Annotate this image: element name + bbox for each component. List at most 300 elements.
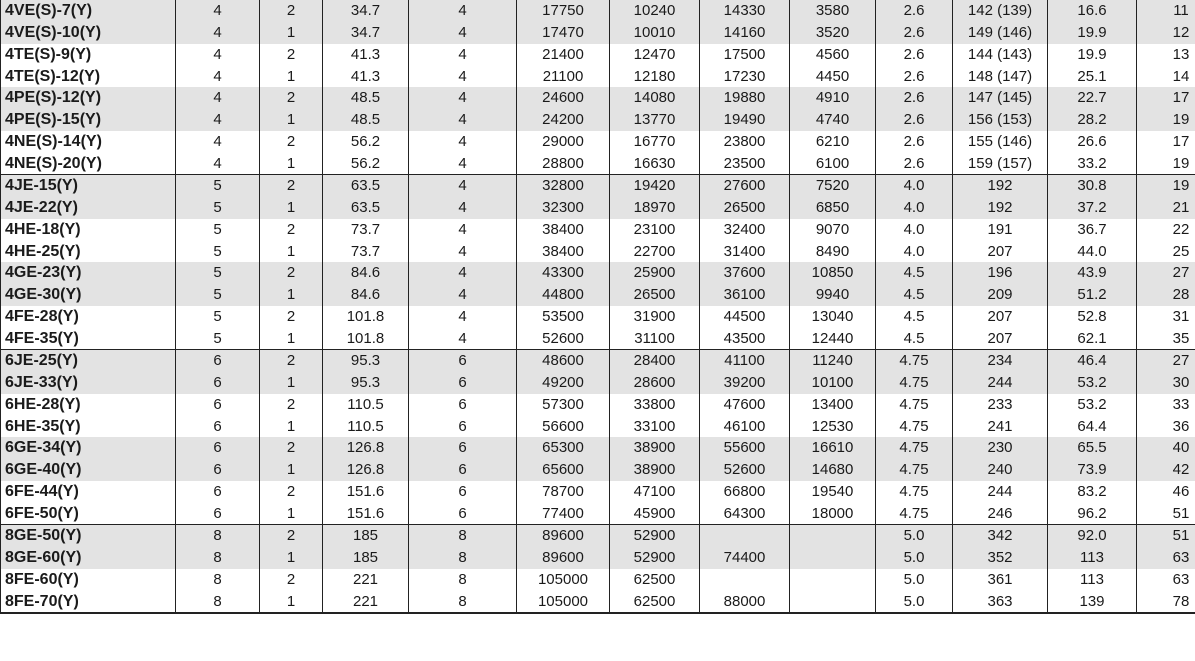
col-1-cell: 5 <box>176 306 260 328</box>
model-cell: 4PE(S)-12(Y) <box>1 87 176 109</box>
col-4-cell: 4 <box>409 284 517 306</box>
col-4-cell: 4 <box>409 327 517 349</box>
col-7-cell <box>700 569 790 591</box>
col-1-cell: 6 <box>176 459 260 481</box>
col-2-cell: 2 <box>260 437 323 459</box>
col-10-cell: 342 <box>953 525 1048 547</box>
col-6-cell: 12180 <box>610 65 700 87</box>
col-6-cell: 19420 <box>610 175 700 197</box>
col-3-cell: 63.5 <box>323 197 409 219</box>
col-6-cell: 28600 <box>610 372 700 394</box>
col-5-cell: 49200 <box>517 372 610 394</box>
col-6-cell: 13770 <box>610 109 700 131</box>
col-3-cell: 110.5 <box>323 394 409 416</box>
col-7-cell: 23500 <box>700 152 790 174</box>
col-12-cell: 13 <box>1137 44 1195 66</box>
col-4-cell: 6 <box>409 459 517 481</box>
col-5-cell: 89600 <box>517 525 610 547</box>
col-4-cell: 4 <box>409 175 517 197</box>
col-10-cell: 155 (146) <box>953 131 1048 153</box>
col-5-cell: 105000 <box>517 590 610 613</box>
col-11-cell: 96.2 <box>1048 502 1137 524</box>
col-1-cell: 4 <box>176 87 260 109</box>
col-8-cell: 3520 <box>790 22 876 44</box>
col-10-cell: 142 (139) <box>953 0 1048 22</box>
col-7-cell: 17500 <box>700 44 790 66</box>
table-row <box>1 590 1195 613</box>
col-8-cell: 10850 <box>790 262 876 284</box>
col-12-cell: 42 <box>1137 459 1195 481</box>
col-9-cell: 2.6 <box>876 65 953 87</box>
table-row <box>1 152 1195 174</box>
col-9-cell: 4.75 <box>876 394 953 416</box>
col-10-cell: 207 <box>953 306 1048 328</box>
col-12-cell: 11 <box>1137 0 1195 22</box>
col-12-cell: 46 <box>1137 481 1195 503</box>
col-2-cell: 1 <box>260 152 323 174</box>
col-7-cell: 88000 <box>700 590 790 613</box>
col-10-cell: 159 (157) <box>953 152 1048 174</box>
col-1-cell: 6 <box>176 372 260 394</box>
col-5-cell: 38400 <box>517 240 610 262</box>
col-11-cell: 19.9 <box>1048 44 1137 66</box>
model-cell: 4GE-30(Y) <box>1 284 176 306</box>
col-5-cell: 29000 <box>517 131 610 153</box>
col-5-cell: 38400 <box>517 219 610 241</box>
col-10-cell: 191 <box>953 219 1048 241</box>
col-1-cell: 6 <box>176 350 260 372</box>
table-row <box>1 44 1195 66</box>
col-2-cell: 1 <box>260 65 323 87</box>
col-1-cell: 6 <box>176 437 260 459</box>
col-9-cell: 2.6 <box>876 44 953 66</box>
col-11-cell: 92.0 <box>1048 525 1137 547</box>
table-row <box>1 175 1195 197</box>
model-cell: 4VE(S)-10(Y) <box>1 22 176 44</box>
model-cell: 4VE(S)-7(Y) <box>1 0 176 22</box>
col-9-cell: 2.6 <box>876 131 953 153</box>
col-12-cell: 36 <box>1137 415 1195 437</box>
col-10-cell: 246 <box>953 502 1048 524</box>
col-8-cell: 9070 <box>790 219 876 241</box>
col-12-cell: 12 <box>1137 22 1195 44</box>
col-8-cell: 8490 <box>790 240 876 262</box>
col-3-cell: 63.5 <box>323 175 409 197</box>
col-2-cell: 1 <box>260 284 323 306</box>
col-7-cell: 37600 <box>700 262 790 284</box>
col-2-cell: 1 <box>260 415 323 437</box>
col-11-cell: 64.4 <box>1048 415 1137 437</box>
col-1-cell: 4 <box>176 109 260 131</box>
col-12-cell: 19 <box>1137 175 1195 197</box>
col-9-cell: 2.6 <box>876 152 953 174</box>
table-row <box>1 22 1195 44</box>
col-1-cell: 8 <box>176 525 260 547</box>
col-9-cell: 4.0 <box>876 240 953 262</box>
col-10-cell: 363 <box>953 590 1048 613</box>
col-3-cell: 41.3 <box>323 65 409 87</box>
col-1-cell: 5 <box>176 327 260 349</box>
col-6-cell: 62500 <box>610 569 700 591</box>
col-9-cell: 4.75 <box>876 350 953 372</box>
model-cell: 6HE-28(Y) <box>1 394 176 416</box>
col-10-cell: 209 <box>953 284 1048 306</box>
col-7-cell: 41100 <box>700 350 790 372</box>
col-1-cell: 4 <box>176 22 260 44</box>
col-5-cell: 17750 <box>517 0 610 22</box>
col-2-cell: 1 <box>260 197 323 219</box>
col-6-cell: 25900 <box>610 262 700 284</box>
col-3-cell: 48.5 <box>323 109 409 131</box>
col-9-cell: 5.0 <box>876 569 953 591</box>
col-8-cell: 6210 <box>790 131 876 153</box>
col-7-cell: 74400 <box>700 547 790 569</box>
col-4-cell: 8 <box>409 525 517 547</box>
col-11-cell: 53.2 <box>1048 394 1137 416</box>
col-3-cell: 34.7 <box>323 0 409 22</box>
col-6-cell: 33800 <box>610 394 700 416</box>
model-cell: 4GE-23(Y) <box>1 262 176 284</box>
col-8-cell <box>790 590 876 613</box>
col-4-cell: 4 <box>409 131 517 153</box>
col-5-cell: 52600 <box>517 327 610 349</box>
col-10-cell: 361 <box>953 569 1048 591</box>
table-row <box>1 240 1195 262</box>
col-7-cell: 17230 <box>700 65 790 87</box>
col-3-cell: 151.6 <box>323 481 409 503</box>
col-1-cell: 5 <box>176 175 260 197</box>
col-8-cell: 16610 <box>790 437 876 459</box>
col-1-cell: 4 <box>176 131 260 153</box>
col-1-cell: 6 <box>176 394 260 416</box>
col-2-cell: 1 <box>260 240 323 262</box>
col-11-cell: 53.2 <box>1048 372 1137 394</box>
col-3-cell: 221 <box>323 569 409 591</box>
col-10-cell: 196 <box>953 262 1048 284</box>
col-7-cell: 39200 <box>700 372 790 394</box>
model-cell: 6FE-44(Y) <box>1 481 176 503</box>
table-row <box>1 87 1195 109</box>
col-2-cell: 2 <box>260 394 323 416</box>
col-6-cell: 16770 <box>610 131 700 153</box>
col-8-cell: 3580 <box>790 0 876 22</box>
col-7-cell: 14160 <box>700 22 790 44</box>
col-8-cell: 13040 <box>790 306 876 328</box>
col-1-cell: 8 <box>176 547 260 569</box>
col-3-cell: 84.6 <box>323 284 409 306</box>
col-12-cell: 78 <box>1137 590 1195 613</box>
model-cell: 6HE-35(Y) <box>1 415 176 437</box>
table-row <box>1 481 1195 503</box>
col-6-cell: 16630 <box>610 152 700 174</box>
model-cell: 4HE-18(Y) <box>1 219 176 241</box>
col-3-cell: 151.6 <box>323 502 409 524</box>
col-10-cell: 144 (143) <box>953 44 1048 66</box>
col-1-cell: 5 <box>176 284 260 306</box>
col-7-cell: 32400 <box>700 219 790 241</box>
col-4-cell: 4 <box>409 87 517 109</box>
col-8-cell: 7520 <box>790 175 876 197</box>
table-row <box>1 437 1195 459</box>
col-11-cell: 28.2 <box>1048 109 1137 131</box>
col-10-cell: 207 <box>953 240 1048 262</box>
col-11-cell: 30.8 <box>1048 175 1137 197</box>
col-5-cell: 28800 <box>517 152 610 174</box>
col-5-cell: 24200 <box>517 109 610 131</box>
col-5-cell: 89600 <box>517 547 610 569</box>
col-11-cell: 43.9 <box>1048 262 1137 284</box>
col-6-cell: 23100 <box>610 219 700 241</box>
col-7-cell: 44500 <box>700 306 790 328</box>
col-11-cell: 65.5 <box>1048 437 1137 459</box>
col-1-cell: 6 <box>176 481 260 503</box>
col-2-cell: 1 <box>260 22 323 44</box>
col-2-cell: 2 <box>260 175 323 197</box>
col-2-cell: 2 <box>260 44 323 66</box>
col-11-cell: 33.2 <box>1048 152 1137 174</box>
col-1-cell: 6 <box>176 502 260 524</box>
col-11-cell: 37.2 <box>1048 197 1137 219</box>
col-5-cell: 32800 <box>517 175 610 197</box>
col-7-cell: 43500 <box>700 327 790 349</box>
col-10-cell: 352 <box>953 547 1048 569</box>
table-row <box>1 525 1195 547</box>
col-5-cell: 65300 <box>517 437 610 459</box>
col-2-cell: 1 <box>260 459 323 481</box>
col-7-cell: 52600 <box>700 459 790 481</box>
col-12-cell: 21 <box>1137 197 1195 219</box>
col-5-cell: 21400 <box>517 44 610 66</box>
col-10-cell: 234 <box>953 350 1048 372</box>
col-6-cell: 38900 <box>610 459 700 481</box>
col-12-cell: 40 <box>1137 437 1195 459</box>
col-3-cell: 73.7 <box>323 240 409 262</box>
col-2-cell: 1 <box>260 502 323 524</box>
col-4-cell: 6 <box>409 415 517 437</box>
col-2-cell: 1 <box>260 109 323 131</box>
col-4-cell: 4 <box>409 197 517 219</box>
col-5-cell: 17470 <box>517 22 610 44</box>
col-8-cell <box>790 569 876 591</box>
col-5-cell: 77400 <box>517 502 610 524</box>
table-row <box>1 306 1195 328</box>
col-7-cell: 64300 <box>700 502 790 524</box>
table-row <box>1 65 1195 87</box>
col-5-cell: 32300 <box>517 197 610 219</box>
col-10-cell: 156 (153) <box>953 109 1048 131</box>
col-8-cell <box>790 547 876 569</box>
col-9-cell: 4.75 <box>876 372 953 394</box>
col-1-cell: 4 <box>176 44 260 66</box>
col-8-cell <box>790 525 876 547</box>
col-11-cell: 62.1 <box>1048 327 1137 349</box>
col-9-cell: 4.75 <box>876 415 953 437</box>
col-12-cell: 63 <box>1137 569 1195 591</box>
col-6-cell: 22700 <box>610 240 700 262</box>
col-5-cell: 56600 <box>517 415 610 437</box>
table-row <box>1 197 1195 219</box>
col-11-cell: 44.0 <box>1048 240 1137 262</box>
col-6-cell: 31900 <box>610 306 700 328</box>
col-9-cell: 4.75 <box>876 481 953 503</box>
table-row <box>1 372 1195 394</box>
col-12-cell: 51 <box>1137 502 1195 524</box>
col-4-cell: 4 <box>409 152 517 174</box>
col-4-cell: 4 <box>409 109 517 131</box>
col-6-cell: 18970 <box>610 197 700 219</box>
model-cell: 4NE(S)-20(Y) <box>1 152 176 174</box>
col-1-cell: 4 <box>176 152 260 174</box>
col-1-cell: 5 <box>176 240 260 262</box>
col-9-cell: 2.6 <box>876 22 953 44</box>
col-12-cell: 35 <box>1137 327 1195 349</box>
col-11-cell: 46.4 <box>1048 350 1137 372</box>
col-5-cell: 24600 <box>517 87 610 109</box>
col-10-cell: 240 <box>953 459 1048 481</box>
col-4-cell: 6 <box>409 481 517 503</box>
col-4-cell: 4 <box>409 306 517 328</box>
col-8-cell: 19540 <box>790 481 876 503</box>
col-5-cell: 65600 <box>517 459 610 481</box>
model-cell: 6FE-50(Y) <box>1 502 176 524</box>
col-10-cell: 233 <box>953 394 1048 416</box>
col-2-cell: 2 <box>260 569 323 591</box>
col-4-cell: 6 <box>409 394 517 416</box>
col-11-cell: 139 <box>1048 590 1137 613</box>
col-3-cell: 56.2 <box>323 152 409 174</box>
col-5-cell: 44800 <box>517 284 610 306</box>
model-cell: 4PE(S)-15(Y) <box>1 109 176 131</box>
col-2-cell: 2 <box>260 87 323 109</box>
col-10-cell: 207 <box>953 327 1048 349</box>
col-5-cell: 21100 <box>517 65 610 87</box>
col-12-cell: 17 <box>1137 131 1195 153</box>
col-1-cell: 5 <box>176 219 260 241</box>
col-3-cell: 56.2 <box>323 131 409 153</box>
table-row <box>1 284 1195 306</box>
col-8-cell: 6100 <box>790 152 876 174</box>
col-5-cell: 53500 <box>517 306 610 328</box>
col-9-cell: 4.75 <box>876 459 953 481</box>
col-10-cell: 244 <box>953 481 1048 503</box>
col-9-cell: 4.75 <box>876 437 953 459</box>
model-cell: 8FE-70(Y) <box>1 590 176 613</box>
col-3-cell: 48.5 <box>323 87 409 109</box>
col-12-cell: 33 <box>1137 394 1195 416</box>
col-8-cell: 4910 <box>790 87 876 109</box>
table-row <box>1 0 1195 22</box>
col-9-cell: 5.0 <box>876 525 953 547</box>
col-4-cell: 4 <box>409 22 517 44</box>
col-11-cell: 19.9 <box>1048 22 1137 44</box>
col-2-cell: 2 <box>260 0 323 22</box>
col-3-cell: 95.3 <box>323 372 409 394</box>
col-12-cell: 22 <box>1137 219 1195 241</box>
col-11-cell: 25.1 <box>1048 65 1137 87</box>
col-3-cell: 126.8 <box>323 437 409 459</box>
col-7-cell: 31400 <box>700 240 790 262</box>
col-7-cell: 47600 <box>700 394 790 416</box>
col-7-cell: 19880 <box>700 87 790 109</box>
col-10-cell: 241 <box>953 415 1048 437</box>
col-7-cell: 19490 <box>700 109 790 131</box>
col-3-cell: 221 <box>323 590 409 613</box>
col-8-cell: 4740 <box>790 109 876 131</box>
col-2-cell: 2 <box>260 306 323 328</box>
col-1-cell: 8 <box>176 590 260 613</box>
col-4-cell: 8 <box>409 569 517 591</box>
col-11-cell: 16.6 <box>1048 0 1137 22</box>
col-2-cell: 1 <box>260 372 323 394</box>
col-9-cell: 4.0 <box>876 219 953 241</box>
col-1-cell: 6 <box>176 415 260 437</box>
col-7-cell: 14330 <box>700 0 790 22</box>
col-6-cell: 62500 <box>610 590 700 613</box>
col-6-cell: 10240 <box>610 0 700 22</box>
col-10-cell: 244 <box>953 372 1048 394</box>
col-4-cell: 4 <box>409 219 517 241</box>
model-cell: 6JE-25(Y) <box>1 350 176 372</box>
col-10-cell: 192 <box>953 175 1048 197</box>
col-2-cell: 2 <box>260 219 323 241</box>
col-3-cell: 73.7 <box>323 219 409 241</box>
col-9-cell: 2.6 <box>876 0 953 22</box>
model-cell: 6GE-40(Y) <box>1 459 176 481</box>
model-cell: 4HE-25(Y) <box>1 240 176 262</box>
col-8-cell: 9940 <box>790 284 876 306</box>
col-9-cell: 4.5 <box>876 262 953 284</box>
col-4-cell: 4 <box>409 262 517 284</box>
col-6-cell: 47100 <box>610 481 700 503</box>
col-11-cell: 73.9 <box>1048 459 1137 481</box>
col-5-cell: 57300 <box>517 394 610 416</box>
col-2-cell: 1 <box>260 547 323 569</box>
col-3-cell: 110.5 <box>323 415 409 437</box>
col-4-cell: 8 <box>409 547 517 569</box>
spec-table-body <box>1 0 1195 613</box>
col-9-cell: 4.0 <box>876 175 953 197</box>
col-9-cell: 2.6 <box>876 87 953 109</box>
col-6-cell: 12470 <box>610 44 700 66</box>
model-cell: 4NE(S)-14(Y) <box>1 131 176 153</box>
col-3-cell: 84.6 <box>323 262 409 284</box>
col-1-cell: 5 <box>176 197 260 219</box>
col-11-cell: 113 <box>1048 547 1137 569</box>
col-4-cell: 4 <box>409 65 517 87</box>
col-1-cell: 5 <box>176 262 260 284</box>
model-cell: 4FE-28(Y) <box>1 306 176 328</box>
model-cell: 4JE-22(Y) <box>1 197 176 219</box>
col-12-cell: 51 <box>1137 525 1195 547</box>
col-6-cell: 33100 <box>610 415 700 437</box>
col-9-cell: 5.0 <box>876 590 953 613</box>
col-8-cell: 12440 <box>790 327 876 349</box>
col-10-cell: 147 (145) <box>953 87 1048 109</box>
table-row <box>1 394 1195 416</box>
col-11-cell: 26.6 <box>1048 131 1137 153</box>
col-6-cell: 28400 <box>610 350 700 372</box>
table-row <box>1 459 1195 481</box>
col-11-cell: 51.2 <box>1048 284 1137 306</box>
col-6-cell: 31100 <box>610 327 700 349</box>
col-5-cell: 105000 <box>517 569 610 591</box>
col-7-cell: 46100 <box>700 415 790 437</box>
col-8-cell: 14680 <box>790 459 876 481</box>
col-4-cell: 6 <box>409 502 517 524</box>
col-7-cell: 66800 <box>700 481 790 503</box>
col-7-cell: 23800 <box>700 131 790 153</box>
col-7-cell <box>700 525 790 547</box>
